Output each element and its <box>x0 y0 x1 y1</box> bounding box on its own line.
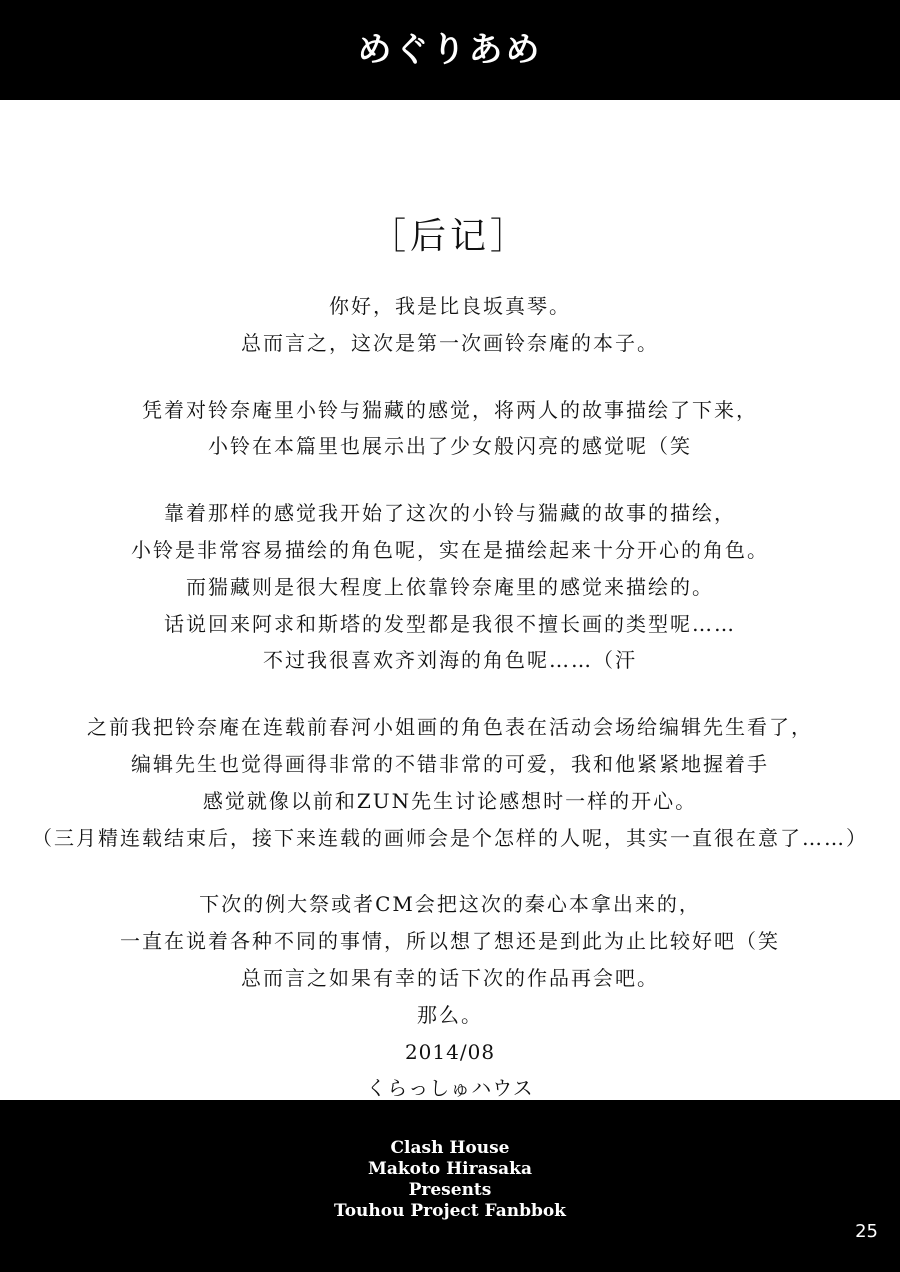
afterword-heading: ［后记］ <box>369 216 530 257</box>
header-band <box>0 0 900 100</box>
text-line: 下次的例大祭或者CM会把这次的秦心本拿出来的， <box>199 892 701 917</box>
credit-line: Makoto Hirasaka <box>368 1159 532 1179</box>
paragraph <box>0 709 900 856</box>
signature-circle: くらっしゅハウス <box>366 1076 534 1101</box>
text-line: 不过我很喜欢齐刘海的角色呢……（汗 <box>263 648 637 673</box>
credit-line: Clash House <box>390 1138 510 1158</box>
paragraph <box>0 886 900 1033</box>
footer-band <box>0 1100 900 1272</box>
text-line: 之前我把铃奈庵在连载前春河小姐画的角色表在活动会场给编辑先生看了， <box>87 715 813 740</box>
credit-line: Presents <box>408 1180 492 1200</box>
book-title: めぐりあめ <box>357 30 543 70</box>
text-line: 一直在说着各种不同的事情，所以想了想还是到此为止比较好吧（笑 <box>120 929 780 954</box>
text-line: 靠着那样的感觉我开始了这次的小铃与猯藏的故事的描绘， <box>164 501 736 526</box>
text-line: 你好，我是比良坂真琴。 <box>329 294 571 318</box>
text-line: 那么。 <box>417 1002 483 1027</box>
text-line: 而猯藏则是很大程度上依靠铃奈庵里的感觉来描绘的。 <box>186 574 714 599</box>
paragraph <box>0 392 900 466</box>
credit-line: Touhou Project Fanbbok <box>334 1201 566 1221</box>
text-line: 总而言之，这次是第一次画铃奈庵的本子。 <box>241 330 659 355</box>
credits <box>0 1138 900 1222</box>
paragraph <box>0 495 900 679</box>
text-line: 小铃在本篇里也展示出了少女般闪亮的感觉呢（笑 <box>208 434 692 459</box>
text-line: 小铃是非常容易描绘的角色呢，实在是描绘起来十分开心的角色。 <box>131 537 769 562</box>
text-line: 话说回来阿求和斯塔的发型都是我很不擅长画的类型呢…… <box>164 611 736 636</box>
text-line: 凭着对铃奈庵里小铃与猯藏的感觉，将两人的故事描绘了下来， <box>142 397 758 422</box>
page-number: 25 <box>855 1221 878 1242</box>
signature-date: 2014/08 <box>404 1039 496 1064</box>
text-line: 感觉就像以前和ZUN先生讨论感想时一样的开心。 <box>202 788 698 813</box>
paragraph <box>0 288 900 362</box>
text-line: 编辑先生也觉得画得非常的不错非常的可爱，我和他紧紧地握着手 <box>131 751 769 776</box>
text-line: 总而言之如果有幸的话下次的作品再会吧。 <box>241 965 659 990</box>
text-line: （三月精连载结束后，接下来连载的画师会是个怎样的人呢，其实一直很在意了……） <box>32 825 868 850</box>
afterword-body <box>0 288 900 1144</box>
